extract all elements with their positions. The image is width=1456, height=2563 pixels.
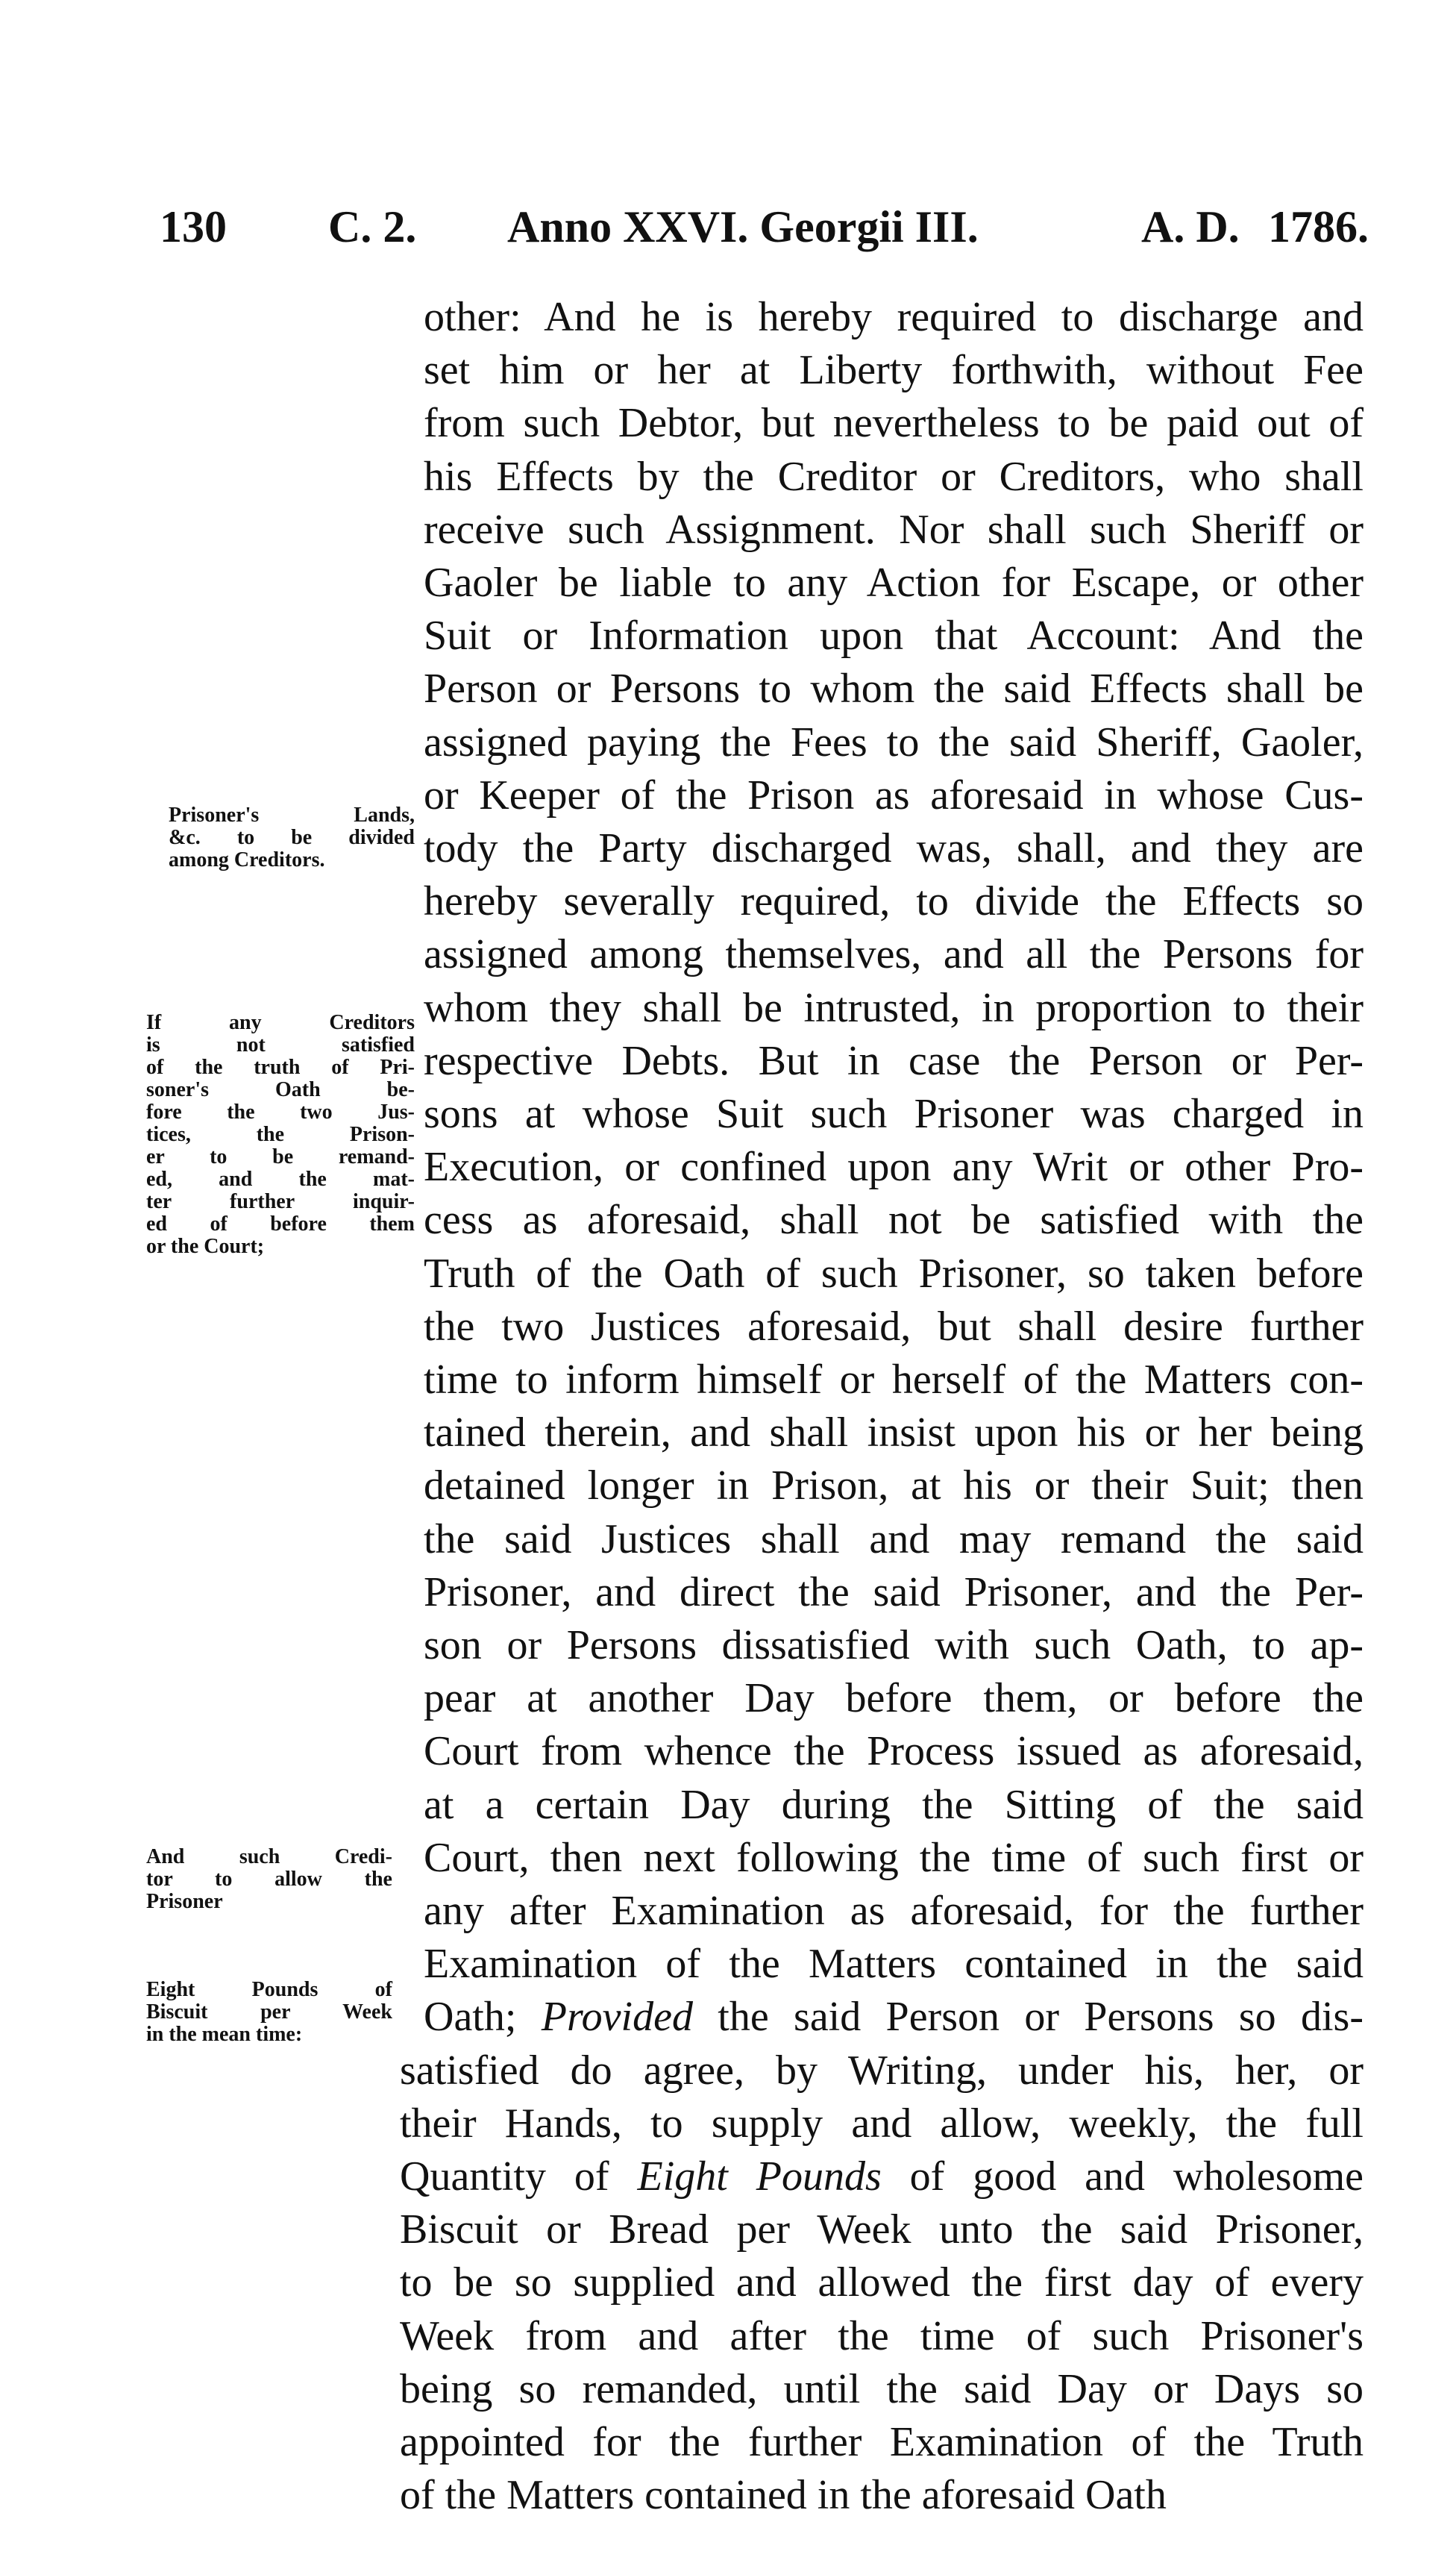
body-line: at a certain Day during the Sitting of the said xyxy=(424,1782,1364,1828)
body-line: hereby severally required, to divide the Effects so xyxy=(424,878,1364,924)
body-line: cess as aforesaid, shall not be satisfied with the xyxy=(424,1197,1364,1243)
margin-note-line: is not satisfied xyxy=(146,1033,415,1057)
margin-note-line: ed, and the mat- xyxy=(146,1168,415,1191)
body-line: appointed for the further Examination of the Truth xyxy=(400,2419,1364,2465)
page-number: 130 xyxy=(160,202,227,251)
body-line: Gaoler be liable to any Action for Escape, or other xyxy=(424,560,1364,606)
body-line: or Keeper of the Prison as aforesaid in whose Cus- xyxy=(424,772,1364,819)
body-line: sons at whose Suit such Prisoner was charged in xyxy=(424,1091,1364,1137)
margin-note-line: among Creditors. xyxy=(169,848,325,871)
body-line: the two Justices aforesaid, but shall desire further xyxy=(424,1304,1364,1350)
margin-note-line: &c. to be divided xyxy=(169,826,415,849)
body-line: son or Persons dissatisfied with such Oath, to ap- xyxy=(424,1622,1364,1668)
margin-note-line: of the truth of Pri- xyxy=(146,1056,415,1079)
margin-note-line: er to be remand- xyxy=(146,1145,415,1168)
margin-note-line: Eight Pounds of xyxy=(146,1978,392,2001)
body-line: Suit or Information upon that Account: And the xyxy=(424,613,1364,659)
margin-note-line: And such Credi- xyxy=(146,1845,392,1868)
ad-label: A. D. xyxy=(1141,202,1240,251)
body-line: receive such Assignment. Nor shall such Sheriff or xyxy=(424,507,1364,553)
body-line: Person or Persons to whom the said Effects shall be xyxy=(424,666,1364,712)
body-line: Court from whence the Process issued as aforesaid, xyxy=(424,1728,1364,1774)
body-line: Biscuit or Bread per Week unto the said Prisoner, xyxy=(400,2206,1364,2253)
body-line: time to inform himself or herself of the Matters con- xyxy=(424,1356,1364,1403)
body-line: Prisoner, and direct the said Prisoner, and the Per- xyxy=(424,1569,1364,1615)
body-line: assigned paying the Fees to the said Sheriff, Gaoler, xyxy=(424,719,1364,766)
margin-note-line: or the Court; xyxy=(146,1235,265,1258)
body-line: Examination of the Matters contained in the said xyxy=(424,1941,1364,1987)
margin-note-line: ed of before them xyxy=(146,1212,415,1236)
body-line: their Hands, to supply and allow, weekly, the full xyxy=(400,2100,1364,2147)
body-line: from such Debtor, but nevertheless to be paid out of xyxy=(424,400,1364,446)
body-line: Quantity of Eight Pounds of good and wholesome xyxy=(400,2153,1364,2200)
body-line: to be so supplied and allowed the first day of every xyxy=(400,2259,1364,2306)
margin-note-line: Biscuit per Week xyxy=(146,2000,392,2024)
body-line: tained therein, and shall insist upon his or her being xyxy=(424,1409,1364,1456)
body-line: satisfied do agree, by Writing, under his, her, or xyxy=(400,2047,1364,2094)
margin-note-line: soner's Oath be- xyxy=(146,1078,415,1101)
margin-note-line: tices, the Prison- xyxy=(146,1123,415,1146)
body-line: any after Examination as aforesaid, for the further xyxy=(424,1888,1364,1934)
chapter-number: C. 2. xyxy=(328,202,417,251)
body-line: pear at another Day before them, or before the xyxy=(424,1675,1364,1721)
body-line: detained longer in Prison, at his or their Suit; then xyxy=(424,1462,1364,1509)
margin-note-line: Prisoner's Lands, xyxy=(169,804,415,827)
body-line: Court, then next following the time of such first or xyxy=(424,1835,1364,1881)
margin-note-line: tor to allow the xyxy=(146,1868,392,1891)
margin-note-line: Prisoner xyxy=(146,1890,223,1913)
margin-note-line: If any Creditors xyxy=(146,1011,415,1034)
body-line: other: And he is hereby required to discharge and xyxy=(424,294,1364,340)
body-line: respective Debts. But in case the Person or Per- xyxy=(424,1038,1364,1084)
body-line: Week from and after the time of such Prisoner's xyxy=(400,2313,1364,2359)
body-line: Oath; Provided the said Person or Persons so dis- xyxy=(424,1994,1364,2040)
margin-note-line: fore the two Jus- xyxy=(146,1101,415,1124)
body-line: tody the Party discharged was, shall, and they are xyxy=(424,825,1364,871)
body-line: of the Matters contained in the aforesaid Oath xyxy=(400,2472,1167,2518)
body-line: whom they shall be intrusted, in proportion to their xyxy=(424,985,1364,1031)
body-line: assigned among themselves, and all the Persons for xyxy=(424,931,1364,977)
body-line: his Effects by the Creditor or Creditors, who shall xyxy=(424,454,1364,500)
body-line: the said Justices shall and may remand the said xyxy=(424,1516,1364,1562)
year: 1786. xyxy=(1268,202,1369,251)
margin-note-line: ter further inquir- xyxy=(146,1190,415,1213)
margin-note-line: in the mean time: xyxy=(146,2023,303,2046)
body-line: being so remanded, until the said Day or Days so xyxy=(400,2366,1364,2412)
regnal-year: Anno XXVI. Georgii III. xyxy=(507,202,979,251)
body-line: Truth of the Oath of such Prisoner, so taken before xyxy=(424,1251,1364,1297)
body-line: set him or her at Liberty forthwith, without Fee xyxy=(424,347,1364,393)
body-line: Execution, or confined upon any Writ or other Pro- xyxy=(424,1144,1364,1190)
